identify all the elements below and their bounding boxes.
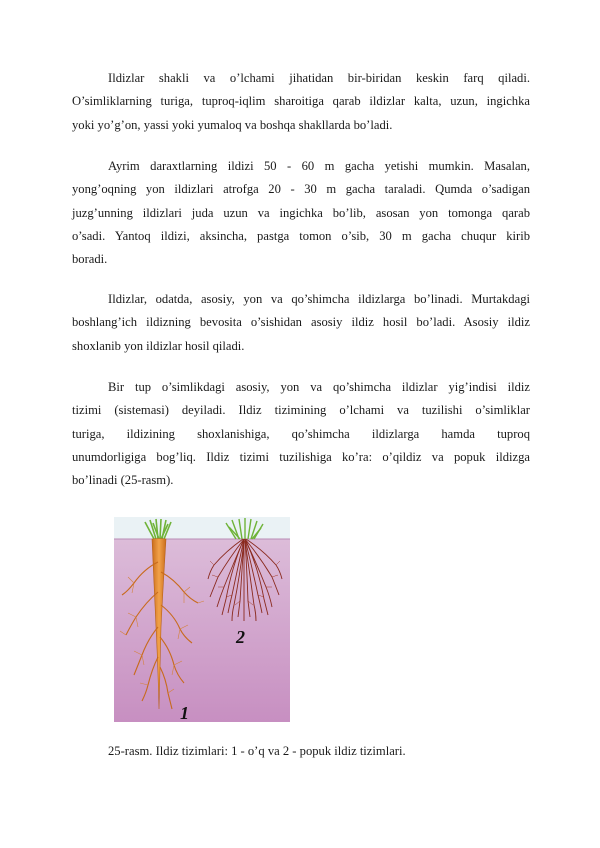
sky-band: [114, 517, 290, 541]
text-line: o’sadi. Yantoq ildizi, aksincha, pastga tomon o’sib, 30 m gacha chuqur kirib: [72, 228, 530, 243]
root-systems-figure: [114, 517, 290, 722]
text-line: juzg’unning ildizlari juda uzun va ingichka bo’lib, asosan yon tomonga qarab: [72, 205, 530, 220]
text-line: Ildizlar shakli va o’lchami jihatidan bir-biridan keskin farq qiladi.: [108, 71, 530, 85]
text-line: tizimi (sistemasi) deyiladi. Ildiz tizimining o’lchami va tuzilishi o’simliklar: [72, 403, 530, 418]
paragraph-3: [72, 288, 530, 358]
text-line: yoki yo’g’on, yassi yoki yumaloq va boshqa shakllarda bo’ladi.: [72, 117, 393, 132]
figure-label-1: 1: [180, 703, 189, 722]
soil-background: [114, 539, 290, 722]
text-line: Bir tup o’simlikdagi asosiy, yon va qo’shimcha ildizlar yig’indisi ildiz: [108, 380, 530, 394]
text-line: Ayrim daraxtlarning ildizi 50 - 60 m gacha yetishi mumkin. Masalan,: [108, 159, 530, 173]
root-systems-illustration: [114, 517, 290, 722]
paragraph-1: [72, 67, 530, 137]
paragraph-4: [72, 376, 530, 492]
text-line: unumdorligiga bog’liq. Ildiz tizimi tuzilishiga ko’ra: o’qildiz va popuk ildizga: [72, 449, 530, 464]
text-line: bo’linadi (25-rasm).: [72, 473, 174, 488]
text-line: Ildizlar, odatda, asosiy, yon va qo’shimcha ildizlarga bo’linadi. Murtakdagi: [108, 292, 530, 306]
text-line: O’simliklarning turiga, tuproq-iqlim sharoitiga qarab ildizlar kalta, uzun, ingichka: [72, 94, 530, 109]
text-line: yong’oqning yon ildizlari atrofga 20 - 30 m gacha taraladi. Qumda o’sadigan: [72, 182, 530, 197]
text-line: shoxlanib yon ildizlar hosil qiladi.: [72, 338, 245, 353]
paragraph-2: [72, 155, 530, 271]
figure-label-2: 2: [236, 627, 245, 647]
text-line: turiga, ildizining shoxlanishiga, qo’shimcha ildizlarga hamda tuproq: [72, 426, 530, 441]
figure-caption: 25-rasm. Ildiz tizimlari: 1 - o’q va 2 - popuk ildiz tizimlari.: [108, 744, 406, 758]
text-line: boshlang’ich ildizning bevosita o’sishidan asosiy ildiz hosil bo’ladi. Asosiy ildiz: [72, 315, 530, 330]
text-line: boradi.: [72, 252, 108, 267]
